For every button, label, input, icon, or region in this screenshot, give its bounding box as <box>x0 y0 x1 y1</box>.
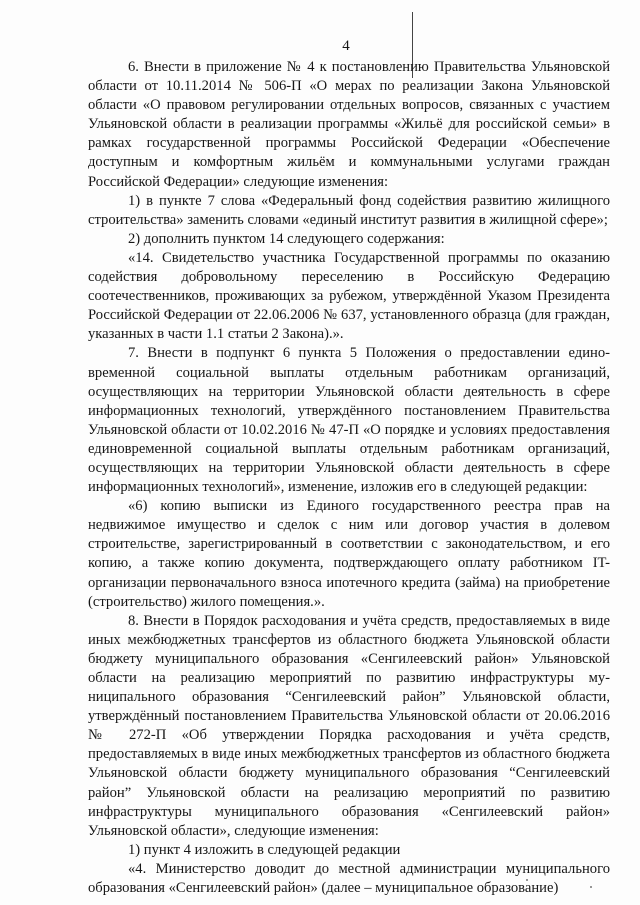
quoted-point-14: «14. Свидетельство участника Государственной программы по оказанию содействия добровольному переселению в Российскую Федерацию соотечественников, проживающих за рубежом, утверждённой Указом Президента Российской Федерации от 22.06.2006 № 637, установленного образца (для граждан, указанных в части 1.1 статьи 2 Закона).». <box>88 249 610 343</box>
quoted-point-4: «4. Министерство доводит до местной администрации муниципального образования «Сенгилеевский район» (далее – муниципальное образование) <box>88 860 610 897</box>
paragraph-6-item-1: 1) в пункте 7 слова «Федеральный фонд содействия развитию жилищного строительства» заменить словами «единый институт развития в жилищной сфере»; <box>88 192 610 228</box>
paragraph-8-item-1: 1) пункт 4 изложить в следующей редакции <box>128 841 401 858</box>
paragraph-8: 8. Внести в Порядок расходования и учёта средств, предоставляемых в виде иных межбюджетных трансфертов из областного бюджета Ульяновской области бюджету муниципального образования «Сенгилеевский район» Ульяновской области на реализацию мероприятий по развитию инфраструктуры муниципального образования “Сенгилеевский район” Ульяновской области, утверждённый постановлением Правительства Ульяновской области от 20.06.2016 № 272-П «Об утверждении Порядка расходования и учёта средств, предоставляемых в виде иных межбюджетных трансфертов из областного бюджета Ульяновской области бюджету муниципального образования “Сенгилеевский район” Ульяновской области на реализацию мероприятий по развитию инфраструктуры муниципального образования «Сенгилеевский район» Ульяновской области», следующие изменения: <box>88 612 610 839</box>
quoted-subpoint-6: «6) копию выписки из Единого государственного реестра прав на недвижимое имущество и сделок с ним или договор участия в долевом строительстве, зарегистрированный в соответствии с законодательством, и его копию, а также копию документа, подтверждающего оплату работником IT-организации первоначального взноса ипотечного кредита (займа) на приобретение (строительство) жилого помещения.». <box>88 498 610 610</box>
document-body <box>88 58 610 898</box>
page-number: 4 <box>342 38 350 54</box>
paragraph-6-item-2: 2) дополнить пунктом 14 следующего содержания: <box>128 230 445 247</box>
paragraph-7: 7. Внести в подпункт 6 пункта 5 Положения о предоставлении единовременной социальной выплаты отдельным работникам организаций, осуществляющих на территории Ульяновской области деятельность в сфере информационных технологий, утверждённого постановлением Правительства Ульяновской области от 10.02.2016 № 47-П «О порядке и условиях предоставления единовременной социальной выплаты отдельным работникам организаций, осуществляющих на территории Ульяновской области деятельность в сфере информационных технологий», изменение, изложив его в следующей редакции: <box>88 345 610 496</box>
paragraph-6: 6. Внести в приложение № 4 к постановлению Правительства Ульяновской области от 10.11.2014 № 506-П «О мерах по реализации Закона Ульяновской области «О правовом регулировании отдельных вопросов, связанных с участием Ульяновской области в реализации программы «Жильё для российской семьи» в рамках государственной программы Российской Федерации «Обеспечение доступным и комфортным жильём и коммунальными услугами граждан Российской Федерации» следующие изменения: <box>88 59 610 190</box>
